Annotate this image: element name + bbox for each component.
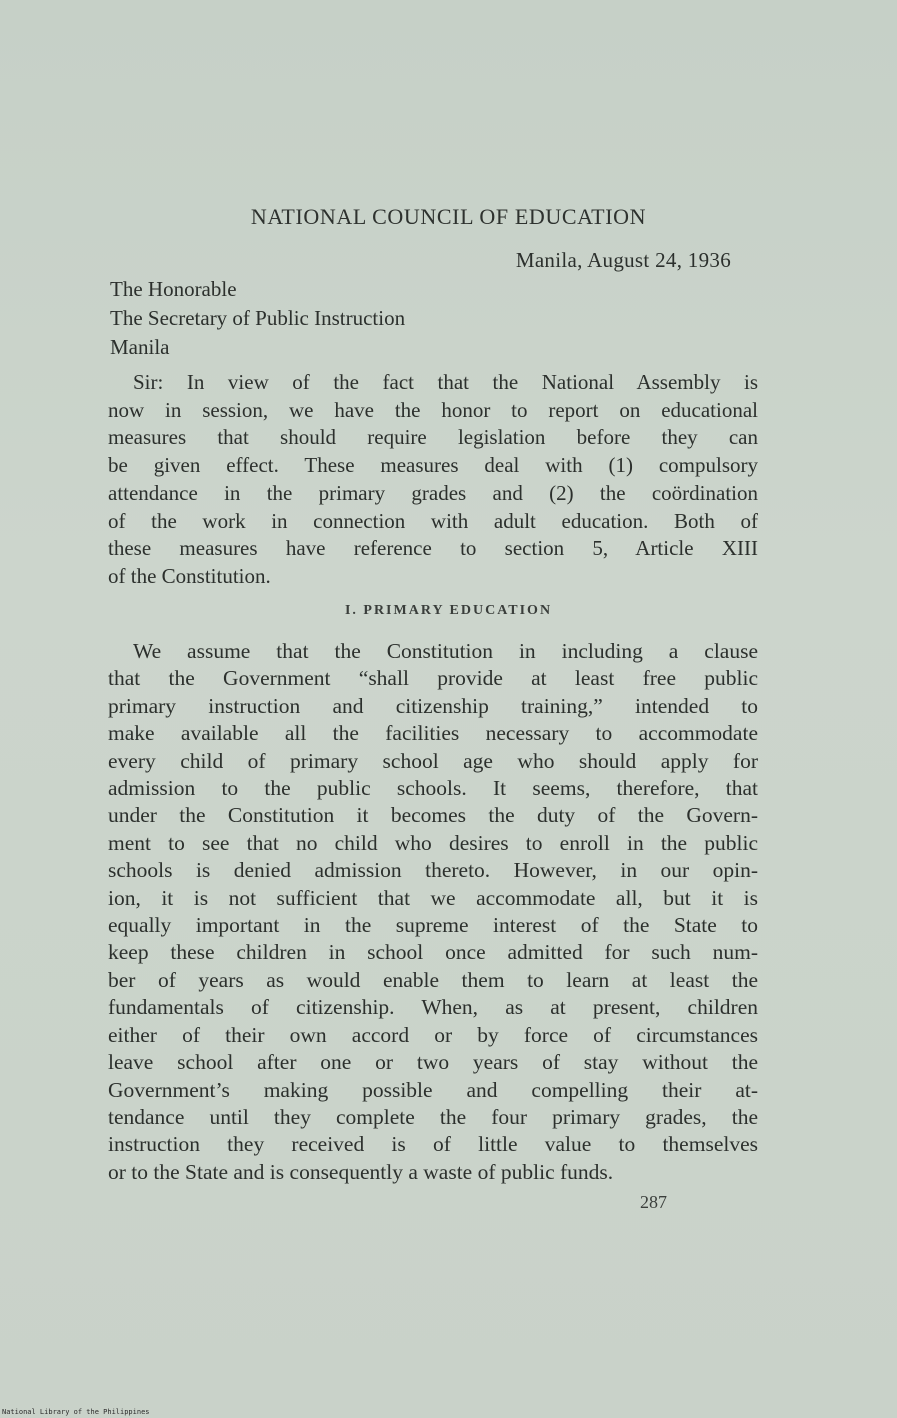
text-line: Government’s making possible and compelling their at- [108,1077,758,1102]
text-line: of the work in connection with adult education. Both of [108,508,758,533]
page-number: 287 [640,1192,667,1212]
text-line: keep these children in school once admitted for such num- [108,940,758,965]
text-line: under the Constitution it becomes the duty of the Govern- [108,803,758,828]
text-line: fundamentals of citizenship. When, as at present, children [108,995,758,1020]
letter-paragraph-primary-education [108,638,758,1186]
text-line: equally important in the supreme interest of the State to [108,913,758,938]
letter-paragraph-intro [108,369,758,591]
text-line: We assume that the Constitution in including a clause [133,639,758,663]
text-line: instruction they received is of little value to themselves [108,1132,758,1157]
text-line: tendance until they complete the four primary grades, the [108,1104,758,1129]
text-line: or to the State and is consequently a waste of public funds. [108,1159,614,1184]
text-line: of the Constitution. [108,563,271,588]
text-line: leave school after one or two years of stay without the [108,1050,758,1075]
dateline: Manila, August 24, 1936 [515,248,731,272]
address-line: The Secretary of Public Instruction [110,306,406,330]
document-heading: NATIONAL COUNCIL OF EDUCATION [250,204,647,229]
text-line: either of their own accord or by force of circumstances [108,1022,758,1047]
text-line: ion, it is not sufficient that we accommodate all, but it is [108,885,758,910]
footer-credit: National Library of the Philippines [2,1408,150,1416]
text-line: be given effect. These measures deal with (1) compulsory [108,453,758,478]
text-line: these measures have reference to section 5, Article XIII [108,536,758,561]
text-line: now in session, we have the honor to report on educational [108,397,758,422]
text-line: schools is denied admission thereto. However, in our opin- [108,858,758,883]
address-line: Manila [110,335,170,359]
text-line: ber of years as would enable them to learn at least the [108,967,758,992]
text-line: attendance in the primary grades and (2) the coördination [108,480,758,505]
address-block [110,275,405,362]
text-line: ment to see that no child who desires to enroll in the public [108,830,758,855]
text-line: primary instruction and citizenship training,” intended to [108,693,758,718]
text-line: admission to the public schools. It seems, therefore, that [108,776,758,801]
text-line: make available all the facilities necessary to accommodate [108,721,758,746]
text-line: every child of primary school age who should apply for [108,748,758,773]
text-line: measures that should require legislation before they can [108,425,758,450]
text-line: Sir: In view of the fact that the National Assembly is [133,370,758,394]
text-line: that the Government “shall provide at least free public [108,666,758,691]
section-heading: I. PRIMARY EDUCATION [344,603,553,618]
address-line: The Honorable [110,277,237,301]
